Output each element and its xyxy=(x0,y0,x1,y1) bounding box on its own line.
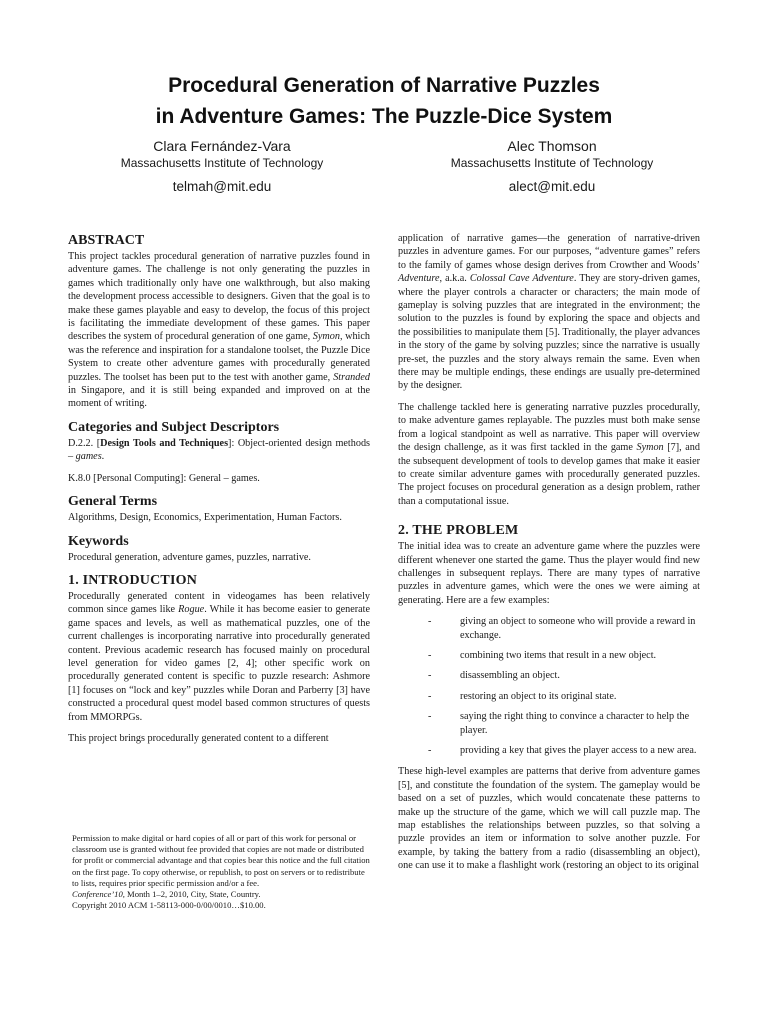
abstract-heading: ABSTRACT xyxy=(68,233,145,248)
permission-notice xyxy=(72,833,372,911)
abstract-text: This project tackles procedural generation of narrative puzzles found in adventure games. The challenge is not only generating the puzzles in games which traditionally only have one walkthrough, but also making the development process accessible to designers. Given that the goal is to make these games playable and easy to develop, the focus of this project is facilitating the immediate development of these games. This paper describes the system of procedural generation of one game, Symon, which was the reference and inspiration for a standalone toolset, the Puzzle Dice System to create other adventure games with procedurally generated puzzles. The toolset has been put to the test with another game, Stranded in Singapore, and it is still being expanded and improved on at the moment of writing. xyxy=(68,251,370,410)
list-item: - providing a key that gives the player access to a new area. xyxy=(428,745,697,756)
copyright-line: Copyright 2010 ACM 1-58113-000-0/00/0010…$10.00. xyxy=(72,900,266,911)
author-institution: Massachusetts Institute of Technology xyxy=(450,156,654,170)
problem-heading: 2. THE PROBLEM xyxy=(398,523,519,539)
paper-title xyxy=(0,70,768,132)
introduction-paragraph-2: This project brings procedurally generated content to a different xyxy=(68,732,329,744)
list-item: - giving an object to someone who will provide a reward in exchange. xyxy=(428,616,696,641)
author-block-1 xyxy=(72,137,372,197)
problem-paragraph-2: These high-level examples are patterns that derive from adventure games [5], and constitute the foundation of the system. The gameplay would be based on a set of puzzles, which would concatenate these patterns to make up the structure of the game, which we will call puzzle map. The map establishes the relationships between puzzles, so that solving a puzzle provides an item or information to solve another puzzle. For example, by taking the battery from a radio (disassembling an object), one can use it to make a flashlight work (restoring an object to its original xyxy=(398,766,700,872)
introduction-paragraph-1: Procedurally generated content in videogames has been relatively common since games like Rogue. While it has become easier to generate game spaces and levels, as well as mathematical puzzles, one of the current challenges is incorporating narrative into procedurally generated content. Previous academic research has focused mainly on procedural level generation for video games [2, 4]; other specific work on procedurally generated content is specific to puzzle research: Ashmore [1] focuses on “lock and key” puzzles while Doran and Parberry [3] have constructed a procedural quest model based common structures of quests from MMORPGs. xyxy=(68,590,370,723)
keywords-text: Procedural generation, adventure games, puzzles, narrative. xyxy=(68,551,311,563)
title-line-2: in Adventure Games: The Puzzle-Dice System xyxy=(155,105,613,128)
general-terms-text: Algorithms, Design, Economics, Experimentation, Human Factors. xyxy=(68,512,342,524)
author-block-2 xyxy=(402,137,702,197)
list-item: - restoring an object to its original state. xyxy=(428,690,617,702)
introduction-heading: 1. INTRODUCTION xyxy=(68,572,198,588)
problem-paragraph-1: The initial idea was to create an adventure game where the puzzles were different whenever one started the game. Thus the player would find new challenges in subsequent replays. There are many types of narrative puzzles in adventure games, which were the ones we were aiming at generating. Here are a few examples: xyxy=(398,541,700,606)
list-item: - combining two items that result in a new object. xyxy=(428,649,657,661)
intro-continued-paragraph: application of narrative games—the generation of narrative-driven puzzles in adventure games. For our purposes, “adventure games” refers to the family of games whose design derives from Crowther and Woods’ Adventure, a.k.a. Colossal Cave Adventure. They are story-driven games, where the player controls a character or characters; the main mode of gameplay is solving puzzles that are integrated in the environment; the solution to the puzzles is found by exploring the space and objects and the possibilities to manipulate them [5]. Traditionally, the player advances in the story of the game by solving puzzles; since the narrative is usually pre-set, the puzzles and the story always remain the same. Even when there may be multiple endings, these endings are usually pre-determined by the designer. xyxy=(398,233,701,392)
author-name: Clara Fernández-Vara xyxy=(153,138,291,154)
author-institution: Massachusetts Institute of Technology xyxy=(120,156,324,170)
category-descriptor-2: K.8.0 [Personal Computing]: General – games. xyxy=(68,472,260,484)
categories-heading: Categories and Subject Descriptors xyxy=(68,419,280,435)
keywords-heading: Keywords xyxy=(68,533,129,549)
right-column xyxy=(398,232,700,881)
conference-line: Conference’10, Month 1–2, 2010, City, State, Country. xyxy=(72,889,261,900)
general-terms-heading: General Terms xyxy=(68,494,158,510)
author-email: alect@mit.edu xyxy=(508,179,596,194)
challenge-paragraph: The challenge tackled here is generating narrative puzzles procedurally, to make adventure games replayable. The puzzles must both make sense from a logical standpoint as well as narrative. This paper will overview the design challenge, as it was first tackled in the game Symon [7], and the subsequent development of tools to develop games that make it easier to create similar adventure games with procedurally generated puzzles. The project focuses on procedural generation as a design problem, rather than a computational issue. xyxy=(398,401,700,507)
category-descriptor-1: D.2.2. [Design Tools and Techniques]: Object-oriented design methods – games. xyxy=(68,437,370,463)
list-item: - disassembling an object. xyxy=(428,670,560,682)
puzzle-examples-list xyxy=(398,615,700,757)
author-name: Alec Thomson xyxy=(507,138,597,154)
list-item: - saying the right thing to convince a character to help the player. xyxy=(428,711,690,736)
author-email: telmah@mit.edu xyxy=(172,179,272,194)
title-line-1: Procedural Generation of Narrative Puzzles xyxy=(168,74,600,97)
permission-text: Permission to make digital or hard copies of all or part of this work for personal or classroom use is granted without fee provided that copies are not made or distributed for profit or commercial advantage and that copies bear this notice and the full citation on the first page. To copy otherwise, or republish, to post on servers or to redistribute to lists, requires prior specific permission and/or a fee. xyxy=(72,833,370,888)
left-column xyxy=(68,232,370,753)
